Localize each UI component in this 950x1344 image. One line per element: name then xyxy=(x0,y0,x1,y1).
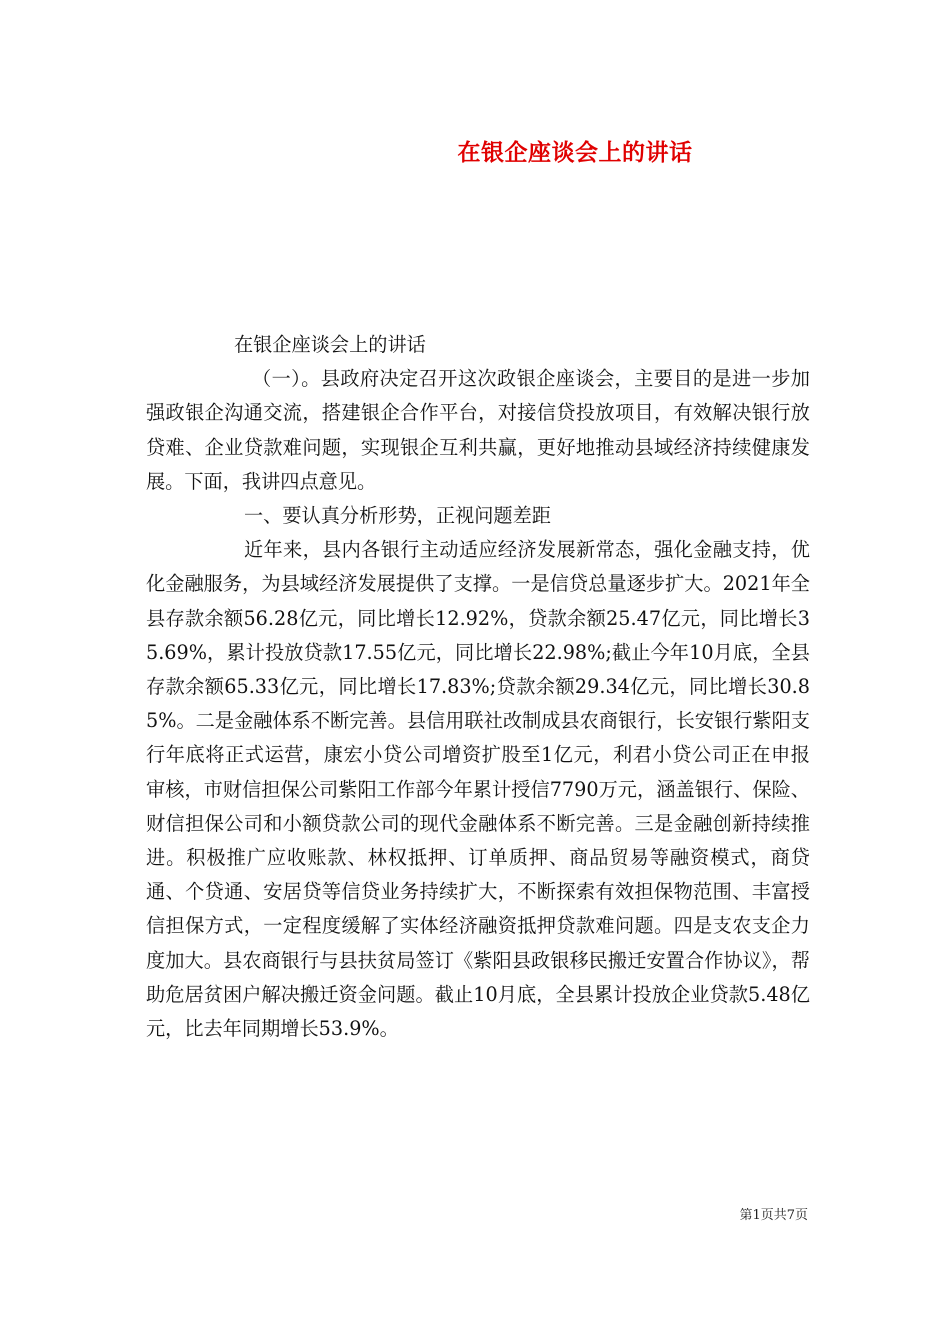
paragraph-intro: （一）。县政府决定召开这次政银企座谈会，主要目的是进一步加强政银企沟通交流，搭建银企合作平台，对接信贷投放项目，有效解决银行放贷难、企业贷款难问题，实现银企互利共赢，更好地推动县域经济持续健康发展。下面，我讲四点意见。 xyxy=(146,367,810,493)
section-heading: 一、要认真分析形势，正视问题差距 xyxy=(244,504,551,528)
section-subtitle: 在银企座谈会上的讲话 xyxy=(234,333,426,356)
document-title: 在银企座谈会上的讲话 xyxy=(457,139,693,166)
page-number: 第1页共7页 xyxy=(739,1208,808,1223)
document-body xyxy=(146,328,810,1046)
paragraph-analysis: 近年来，县内各银行主动适应经济发展新常态，强化金融支持，优化金融服务，为县域经济发展提供了支撑。一是信贷总量逐步扩大。2021年全县存款余额56.28亿元，同比增长12.92%，贷款余额25.47亿元，同比增长35.69%，累计投放贷款17.55亿元，同比增长22.98%;截止今年10月底，全县存款余额65.33亿元，同比增长17.83%;贷款余额29.34亿元，同比增长30.85%。二是金融体系不断完善。县信用联社改制成县农商银行，长安银行紫阳支行年底将正式运营，康宏小贷公司增资扩股至1亿元，利君小贷公司正在申报审核，市财信担保公司紫阳工作部今年累计授信7790万元，涵盖银行、保险、财信担保公司和小额贷款公司的现代金融体系不断完善。三是金融创新持续推进。积极推广应收账款、林权抵押、订单质押、商品贸易等融资模式，商贷通、个贷通、安居贷等信贷业务持续扩大，不断探索有效担保物范围、丰富授信担保方式，一定程度缓解了实体经济融资抵押贷款难问题。四是支农支企力度加大。县农商银行与县扶贫局签订《紫阳县政银移民搬迁安置合作协议》，帮助危居贫困户解决搬迁资金问题。截止10月底，全县累计投放企业贷款5.48亿元，比去年同期增长53.9%。 xyxy=(146,538,810,1041)
